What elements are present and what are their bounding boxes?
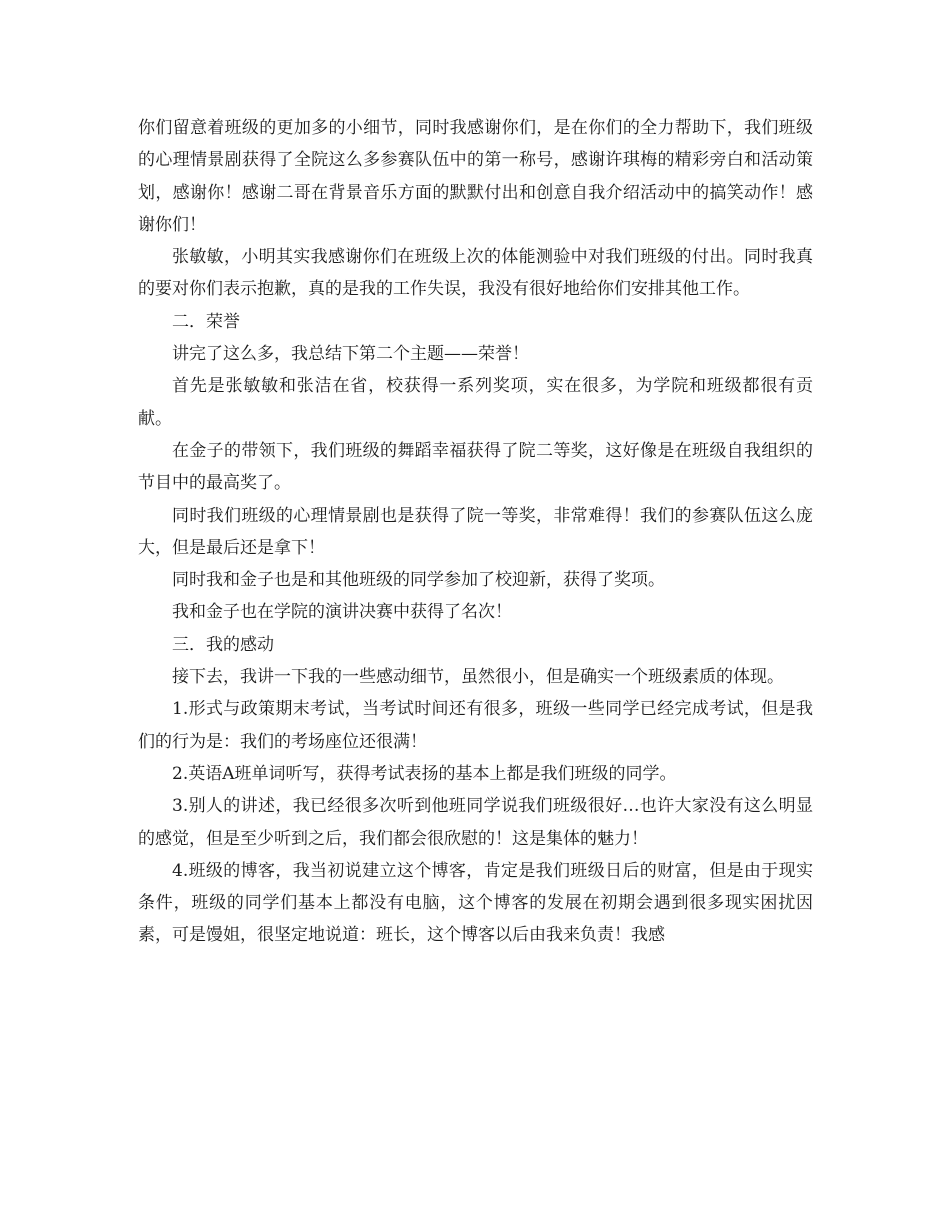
paragraph-honor-dance: 在金子的带领下，我们班级的舞蹈幸福获得了院二等奖，这好像是在班级自我组织的节目中的最高奖了。 [138, 440, 813, 494]
paragraph-honor-speech: 我和金子也在学院的演讲决赛中获得了名次！ [172, 602, 512, 623]
paragraph-honor-drama: 同时我们班级的心理情景剧也是获得了院一等奖，非常难得！我们的参赛队伍这么庞大，但是最后还是拿下！ [138, 505, 813, 558]
document-body [138, 112, 813, 952]
list-item-4: 4.班级的博客，我当初说建立这个博客，肯定是我们班级日后的财富，但是由于现实条件，班级的同学们基本上都没有电脑，这个博客的发展在初期会遇到很多现实困扰因素，可是馒姐，很坚定地说道：班长，这个博客以后由我来负责！我感 [138, 860, 813, 946]
paragraph-honor-intro: 讲完了这么多，我总结下第二个主题——荣誉！ [172, 344, 529, 365]
section-heading-touched: 三．我的感动 [172, 634, 274, 655]
list-item-3: 3.别人的讲述，我已经很多次听到他班同学说我们班级很好…也许大家没有这么明显的感觉，但是至少听到之后，我们都会很欣慰的！这是集体的魅力！ [138, 796, 813, 849]
section-heading-honor: 二．荣誉 [172, 311, 240, 332]
paragraph-thanks-continued: 你们留意着班级的更加多的小细节，同时我感谢你们，是在你们的全力帮助下，我们班级的心理情景剧获得了全院这么多参赛队伍中的第一称号，感谢许琪梅的精彩旁白和活动策划，感谢你！感谢二哥在背景音乐方面的默默付出和创意自我介绍活动中的搞笑动作！感谢你们！ [138, 118, 813, 235]
paragraph-honor-awards: 首先是张敏敏和张洁在省，校获得一系列奖项，实在很多，为学院和班级都很有贡献。 [138, 376, 813, 429]
list-item-2: 2.英语A班单词听写，获得考试表扬的基本上都是我们班级的同学。 [172, 763, 677, 784]
paragraph-honor-welcome: 同时我和金子也是和其他班级的同学参加了校迎新，获得了奖项。 [172, 570, 665, 591]
paragraph-touched-intro: 接下去，我讲一下我的一些感动细节，虽然很小，但是确实一个班级素质的体现。 [172, 667, 784, 688]
paragraph-zhang-minmin: 张敏敏，小明其实我感谢你们在班级上次的体能测验中对我们班级的付出。同时我真的要对你们表示抱歉，真的是我的工作失误，我没有很好地给你们安排其他工作。 [138, 247, 813, 300]
list-item-1: 1.形式与政策期末考试，当考试时间还有很多，班级一些同学已经完成考试，但是我们的行为是：我们的考场座位还很满！ [138, 699, 813, 752]
